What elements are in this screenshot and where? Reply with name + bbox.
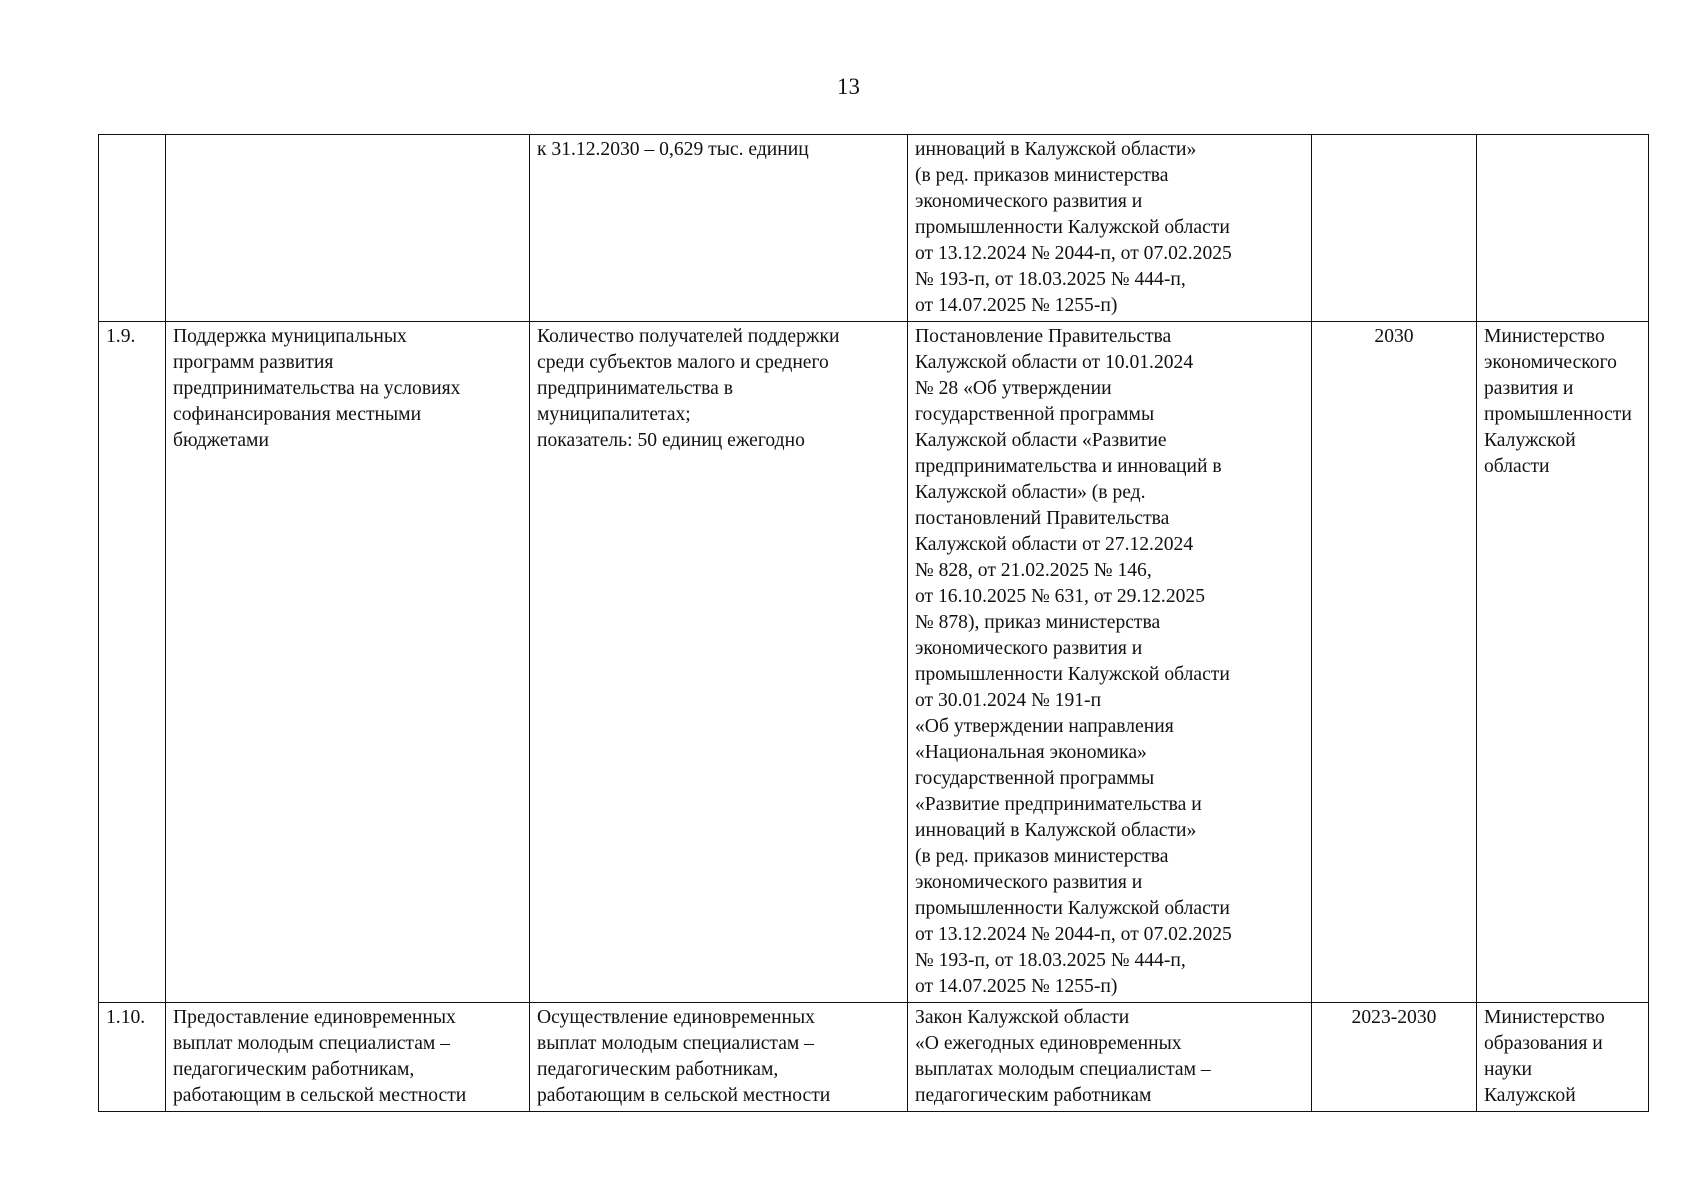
measures-table (98, 134, 1649, 1112)
year-cell (1312, 135, 1477, 322)
indicator-cell: Количество получателей поддержки среди субъектов малого и среднего предпринимательства в муниципалитетах; показатель: 50 единиц ежегодно (530, 322, 908, 1003)
table-row (99, 1003, 1649, 1112)
document-cell: Постановление Правительства Калужской области от 10.01.2024 № 28 «Об утверждении государственной программы Калужской области «Развитие предпринимательства и инноваций в Калужской области» (в ред. постановлений Правительства Калужской области от 27.12.2024 № 828, от 21.02.2025 № 146, от 16.10.2025 № 631, от 29.12.2025 № 878), приказ министерства экономического развития и промышленности Калужской области от 30.01.2024 № 191-п «Об утверждении направления «Национальная экономика» государственной программы «Развитие предпринимательства и инноваций в Калужской области» (в ред. приказов министерства экономического развития и промышленности Калужской области от 13.12.2024 № 2044-п, от 07.02.2025 № 193-п, от 18.03.2025 № 444-п, от 14.07.2025 № 1255-п) (908, 322, 1312, 1003)
document-cell: инноваций в Калужской области» (в ред. приказов министерства экономического развития и промышленности Калужской области от 13.12.2024 № 2044-п, от 07.02.2025 № 193-п, от 18.03.2025 № 444-п, от 14.07.2025 № 1255-п) (908, 135, 1312, 322)
year-cell: 2023-2030 (1312, 1003, 1477, 1112)
executor-cell: Министерство образования и науки Калужской (1477, 1003, 1649, 1112)
table-row (99, 135, 1649, 322)
measure-cell: Предоставление единовременных выплат молодым специалистам – педагогическим работникам, работающим в сельской местности (166, 1003, 530, 1112)
measure-cell (166, 135, 530, 322)
row-number-cell: 1.9. (99, 322, 166, 1003)
row-number-cell: 1.10. (99, 1003, 166, 1112)
indicator-cell: к 31.12.2030 – 0,629 тыс. единиц (530, 135, 908, 322)
measure-cell: Поддержка муниципальных программ развития предпринимательства на условиях софинансирования местными бюджетами (166, 322, 530, 1003)
table-row (99, 322, 1649, 1003)
document-cell: Закон Калужской области «О ежегодных единовременных выплатах молодым специалистам – педагогическим работникам (908, 1003, 1312, 1112)
executor-cell: Министерство экономического развития и промышленности Калужской области (1477, 322, 1649, 1003)
page-number: 13 (837, 74, 860, 99)
year-cell: 2030 (1312, 322, 1477, 1003)
row-number-cell (99, 135, 166, 322)
indicator-cell: Осуществление единовременных выплат молодым специалистам – педагогическим работникам, работающим в сельской местности (530, 1003, 908, 1112)
executor-cell (1477, 135, 1649, 322)
